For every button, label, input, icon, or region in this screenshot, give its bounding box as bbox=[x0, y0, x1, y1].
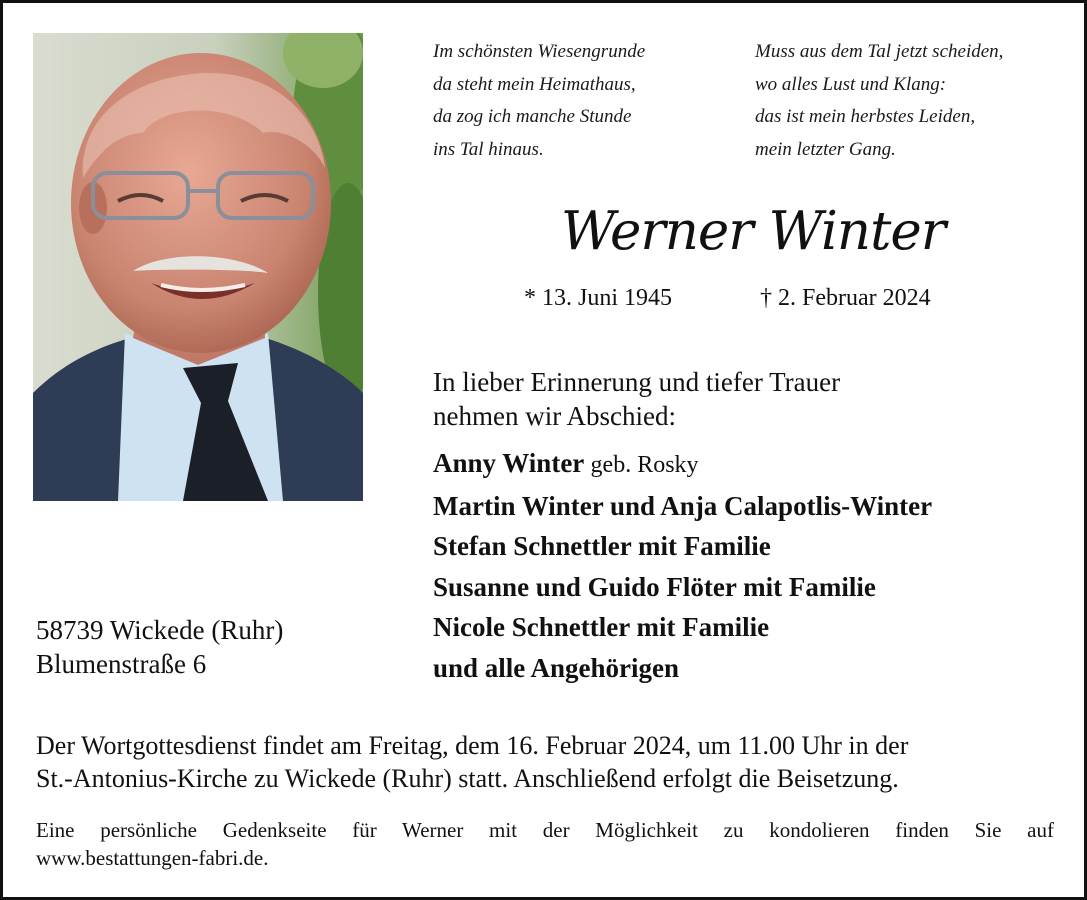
mourner-item: Martin Winter und Anja Calapotlis-Winter bbox=[433, 490, 933, 521]
service-line: St.-Antonius-Kirche zu Wickede (Ruhr) statt. Anschließend erfolgt die Beisetzung. bbox=[36, 763, 899, 793]
service-notice bbox=[36, 730, 908, 795]
mourner-item: Nicole Schnettler mit Familie bbox=[433, 612, 770, 642]
mourner-name: Anny Winter bbox=[433, 448, 584, 478]
poem-line: wo alles Lust und Klang: bbox=[755, 73, 947, 95]
poem-line: Im schönsten Wiesengrunde bbox=[433, 41, 646, 62]
intro-line: In lieber Erinnerung und tiefer Trauer bbox=[433, 367, 841, 397]
condolence-website-link[interactable]: www.bestattungen-fabri.de. bbox=[36, 846, 269, 870]
mourning-intro bbox=[433, 365, 840, 433]
deceased-name: Werner Winter bbox=[560, 201, 946, 262]
poem-line: mein letzter Gang. bbox=[755, 138, 896, 160]
mourners-list bbox=[433, 443, 932, 688]
address-line: Blumenstraße 6 bbox=[36, 649, 207, 679]
poem-line: das ist mein herbstes Leiden, bbox=[755, 106, 976, 127]
portrait-illustration bbox=[33, 33, 363, 501]
condolence-notice bbox=[36, 816, 1054, 872]
mourner-item bbox=[433, 443, 932, 486]
mourner-note: geb. Rosky bbox=[590, 452, 699, 478]
intro-line: nehmen wir Abschied: bbox=[433, 401, 676, 431]
poem-right-stanza bbox=[755, 36, 1003, 166]
condolence-line: Eine persönliche Gedenkseite für Werner mit der Möglichkeit zu kondolieren finden Sie auf bbox=[36, 818, 1054, 842]
mourner-item: und alle Angehörigen bbox=[433, 652, 680, 683]
poem-line: da zog ich manche Stunde bbox=[433, 106, 632, 127]
mourner-item: Stefan Schnettler mit Familie bbox=[433, 531, 771, 561]
poem-line: Muss aus dem Tal jetzt scheiden, bbox=[755, 41, 1004, 62]
death-date: † 2. Februar 2024 bbox=[760, 285, 931, 311]
family-address bbox=[36, 613, 283, 681]
address-line: 58739 Wickede (Ruhr) bbox=[36, 615, 284, 645]
poem-line: ins Tal hinaus. bbox=[433, 138, 544, 160]
poem-left-stanza bbox=[433, 36, 645, 166]
service-line: Der Wortgottesdienst findet am Freitag, dem 16. Februar 2024, um 11.00 Uhr in der bbox=[36, 731, 909, 760]
poem-line: da steht mein Heimathaus, bbox=[433, 73, 636, 95]
portrait-photo bbox=[33, 33, 363, 501]
birth-date: * 13. Juni 1945 bbox=[524, 285, 673, 311]
mourner-item: Susanne und Guido Flöter mit Familie bbox=[433, 571, 876, 602]
